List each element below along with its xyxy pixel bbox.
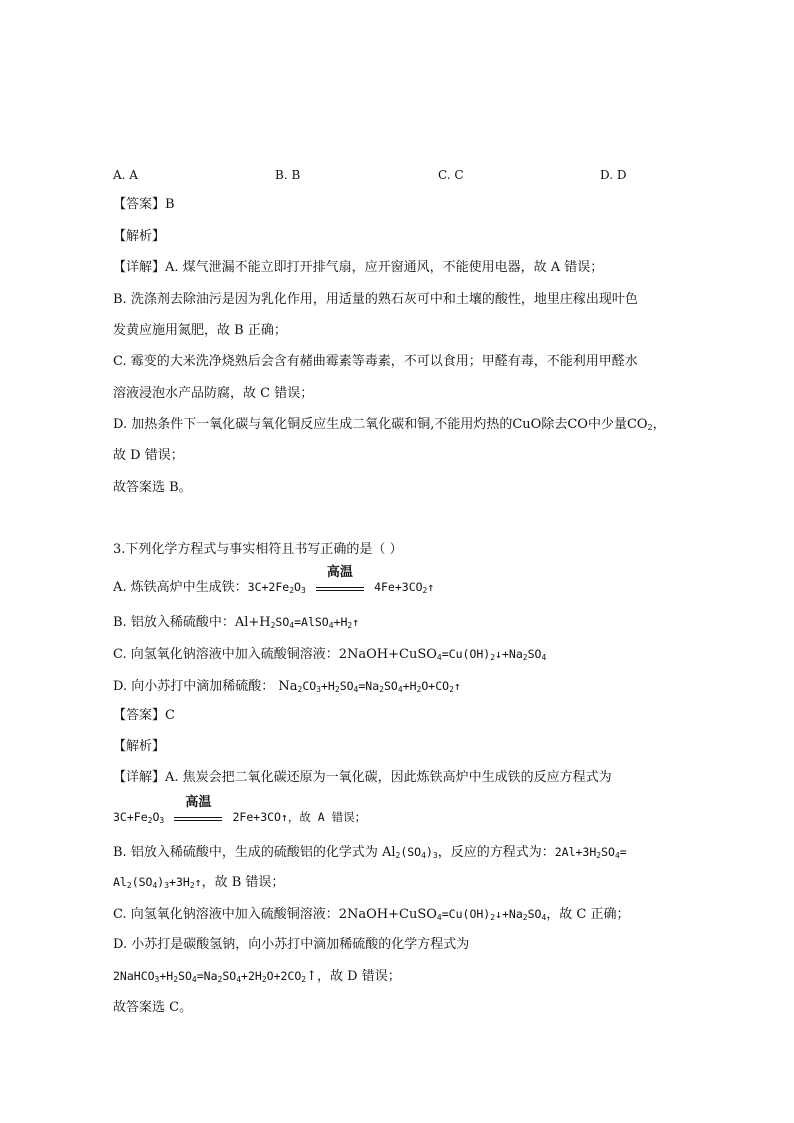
detail-line: C. 向氢氧化钠溶液中加入硫酸铜溶液：$2NaOH+CuSO_4=Cu(OH)_2↓+Na_2SO_4$，故 C 正确； — [113, 907, 630, 922]
q3-option-a: A. 炼铁高炉中生成铁：$3C+2Fe_2O_3$ 高温 $4Fe+3CO_2↑$ — [113, 565, 435, 595]
reaction-condition: 高温 — [174, 807, 222, 821]
detail-line: B. 铝放入稀硫酸中，生成的硫酸铝的化学式为 $Al_2(SO_4)_3$，反应的方程式为：$2Al+3H_2SO_4=$ — [113, 845, 627, 860]
conclusion: 故答案选 C。 — [113, 1000, 193, 1015]
detail-line: $Al_2(SO_4)_3+3H_2↑$，故 B 错误； — [113, 875, 285, 890]
detail-line: 故 D 错误； — [113, 448, 184, 463]
detail-line: 【详解】A. 煤气泄漏不能立即打开排气扇，应开窗通风，不能使用电器，故 A 错误； — [113, 260, 604, 275]
q3-option-d: D. 向小苏打中滴加稀硫酸： $Na_2CO_3+H_2SO_4=Na_2SO_4+H_2O+CO_2↑$ — [113, 679, 461, 694]
detail-line: $2NaHCO_3+H_2SO_4=Na_2SO_4+2H_2O+2CO_2↑$，故 D 错误； — [113, 969, 401, 984]
detail-line: 溶液浸泡水产品防腐，故 C 错误； — [113, 386, 314, 401]
analysis-label: 【解析】 — [113, 229, 166, 244]
conclusion: 故答案选 B。 — [113, 480, 192, 495]
reaction-condition: 高温 — [316, 577, 364, 591]
detail-line: B. 洗涤剂去除油污是因为乳化作用，用适量的熟石灰可中和土壤的酸性，地里庄稼出现叶色 — [113, 292, 638, 307]
detail-line: D. 加热条件下一氧化碳与氧化铜反应生成二氧化碳和铜,不能用灼热的CuO除去CO中少量$CO_2$， — [113, 417, 666, 432]
question-stem: 3.下列化学方程式与事实相符且书写正确的是（ ） — [113, 542, 403, 557]
option-a: A. A — [113, 168, 138, 182]
detail-line: D. 小苏打是碳酸氢钠，向小苏打中滴加稀硫酸的化学方程式为 — [113, 937, 470, 952]
analysis-label: 【解析】 — [113, 739, 166, 754]
detail-equation: $3C+Fe_2O_3$ 高温 2Fe+3CO↑，故 A 错误； — [113, 795, 367, 825]
q3-option-c: C. 向氢氧化钠溶液中加入硫酸铜溶液：$2NaOH+CuSO_4=Cu(OH)_2↓+Na_2SO_4$ — [113, 647, 547, 662]
detail-line: 发黄应施用氮肥，故 B 正确； — [113, 323, 287, 338]
answer-label: 【答案】C — [113, 708, 175, 723]
option-c: C. C — [438, 168, 464, 182]
detail-line: C. 霉变的大米洗净烧熟后会含有赭曲霉素等毒素，不可以食用；甲醛有毒，不能利用甲醛水 — [113, 354, 638, 369]
option-b: B. B — [275, 168, 301, 182]
q3-option-b: B. 铝放入稀硫酸中：$Al+H_2SO_4=AlSO_4+H_2↑$ — [113, 615, 360, 630]
detail-line: 【详解】A. 焦炭会把二氧化碳还原为一氧化碳，因此炼铁高炉中生成铁的反应方程式为 — [113, 770, 612, 785]
option-d: D. D — [600, 168, 627, 182]
answer-label: 【答案】B — [113, 197, 175, 212]
